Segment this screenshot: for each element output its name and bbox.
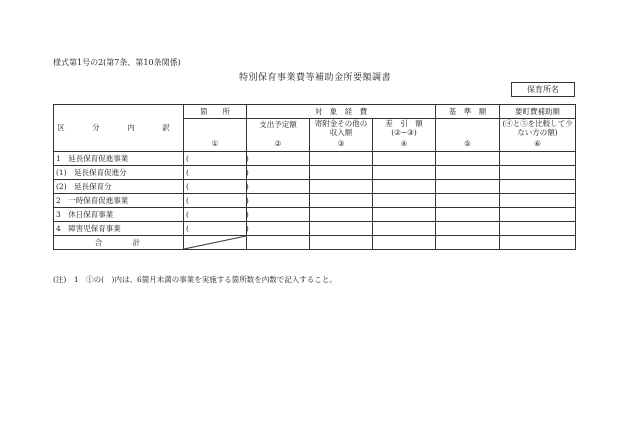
header-target-expense: 対 象 経 費 bbox=[247, 105, 436, 119]
total-difference-cell[interactable] bbox=[373, 235, 436, 249]
row-label: 1 延長保育促進事業 bbox=[54, 151, 184, 165]
table-row bbox=[54, 165, 576, 179]
standard-cell[interactable] bbox=[436, 221, 500, 235]
header-standard-spacer bbox=[436, 119, 500, 138]
count-cell[interactable]: ( ) bbox=[184, 207, 247, 221]
required-cell[interactable] bbox=[500, 179, 576, 193]
donation-cell[interactable] bbox=[310, 193, 373, 207]
standard-cell[interactable] bbox=[436, 193, 500, 207]
standard-cell[interactable] bbox=[436, 207, 500, 221]
required-cell[interactable] bbox=[500, 207, 576, 221]
total-count-diagonal bbox=[184, 235, 247, 249]
donation-cell[interactable] bbox=[310, 207, 373, 221]
difference-cell[interactable] bbox=[373, 193, 436, 207]
header-count-spacer bbox=[184, 119, 247, 138]
expense-table bbox=[53, 104, 576, 250]
col-number-2: ② bbox=[247, 137, 310, 151]
total-donation-cell[interactable] bbox=[310, 235, 373, 249]
standard-cell[interactable] bbox=[436, 179, 500, 193]
col-number-1: ① bbox=[184, 137, 247, 151]
donation-cell[interactable] bbox=[310, 151, 373, 165]
header-category: 区 分 内 訳 bbox=[54, 105, 184, 152]
required-cell[interactable] bbox=[500, 151, 576, 165]
count-cell[interactable]: ( ) bbox=[184, 193, 247, 207]
standard-cell[interactable] bbox=[436, 151, 500, 165]
required-cell[interactable] bbox=[500, 193, 576, 207]
donation-cell[interactable] bbox=[310, 221, 373, 235]
count-cell[interactable]: ( ) bbox=[184, 179, 247, 193]
col-number-6: ⑥ bbox=[500, 137, 576, 151]
header-count: 箇 所 bbox=[184, 105, 247, 119]
header-required-amount: 要町費補助額 bbox=[500, 105, 576, 119]
difference-cell[interactable] bbox=[373, 179, 436, 193]
standard-cell[interactable] bbox=[436, 165, 500, 179]
header-difference-formula: (②−③) bbox=[391, 128, 417, 137]
row-label: 4 障害児保育事業 bbox=[54, 221, 184, 235]
header-budget: 支出予定額 bbox=[247, 119, 310, 138]
row-label: (1) 延長保育促進分 bbox=[54, 165, 184, 179]
footnote: (注) 1 ①の( )内は、6箇月未満の事業を実施する箇所数を内数で記入すること。 bbox=[53, 275, 337, 284]
count-cell[interactable]: ( ) bbox=[184, 151, 247, 165]
count-cell[interactable]: ( ) bbox=[184, 221, 247, 235]
header-difference bbox=[373, 119, 436, 138]
diagonal-line-icon bbox=[184, 236, 246, 249]
required-cell[interactable] bbox=[500, 165, 576, 179]
row-label: (2) 延長保育分 bbox=[54, 179, 184, 193]
header-donation: 寄附金その他の収入額 bbox=[310, 119, 373, 138]
col-number-4: ④ bbox=[373, 137, 436, 151]
total-row bbox=[54, 235, 576, 249]
row-label: 2 一時保育促進事業 bbox=[54, 193, 184, 207]
total-label: 合 計 bbox=[54, 235, 184, 249]
count-cell[interactable]: ( ) bbox=[184, 165, 247, 179]
form-reference: 様式第1号の2(第7条、第10条関係) bbox=[53, 58, 181, 67]
header-difference-label: 差 引 額 bbox=[385, 119, 423, 128]
table-row bbox=[54, 179, 576, 193]
col-number-3: ③ bbox=[310, 137, 373, 151]
col-number-5: ⑤ bbox=[436, 137, 500, 151]
facility-name-box: 保育所名 bbox=[511, 82, 575, 97]
header-required-note: (④と⑤を比較して少ない方の額) bbox=[500, 119, 576, 138]
difference-cell[interactable] bbox=[373, 151, 436, 165]
total-budget-cell[interactable] bbox=[247, 235, 310, 249]
document-title: 特別保育事業費等補助金所要額調書 bbox=[238, 73, 391, 83]
required-cell[interactable] bbox=[500, 221, 576, 235]
row-label: 3 休日保育事業 bbox=[54, 207, 184, 221]
difference-cell[interactable] bbox=[373, 207, 436, 221]
donation-cell[interactable] bbox=[310, 179, 373, 193]
table-row bbox=[54, 151, 576, 165]
total-required-cell[interactable] bbox=[500, 235, 576, 249]
table-row bbox=[54, 221, 576, 235]
table-row bbox=[54, 193, 576, 207]
header-standard-amount: 基 準 額 bbox=[436, 105, 500, 119]
table-row bbox=[54, 207, 576, 221]
total-standard-cell[interactable] bbox=[436, 235, 500, 249]
difference-cell[interactable] bbox=[373, 165, 436, 179]
donation-cell[interactable] bbox=[310, 165, 373, 179]
difference-cell[interactable] bbox=[373, 221, 436, 235]
